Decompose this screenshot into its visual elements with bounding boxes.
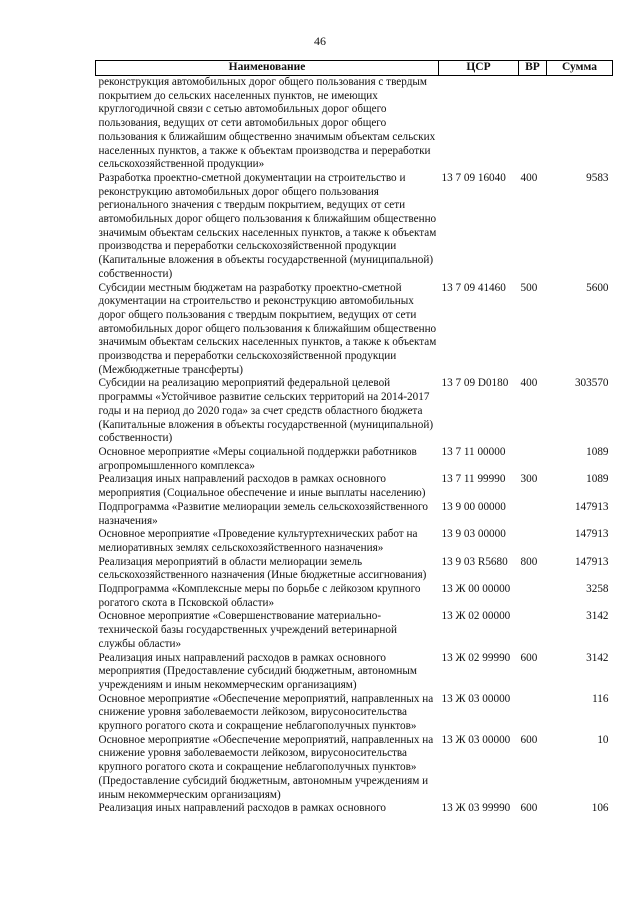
table-row	[96, 473, 613, 500]
table-row	[96, 583, 613, 610]
cell-vr	[519, 501, 547, 528]
cell-sum: 3142	[586, 651, 609, 664]
cell-csr: 13 9 03 00000	[441, 528, 506, 541]
cell-name: реконструкция автомобильных дорог общего пользования с твердым покрытием до сельских населенных пунктов, не имеющих круглогодичной связи с сетью автомобильных дорог общего пользования, ведущих от сети автомобильных дорог общего пользования к ближайшим общественно значимым объектам сельских населенных пунктов, а также к объектам производства и переработки сельскохозяйственной продукции»	[98, 76, 436, 171]
cell-vr: 600	[520, 802, 538, 815]
cell-sum: 10	[597, 733, 609, 746]
header-csr: ЦСР	[439, 61, 519, 76]
cell-sum: 1089	[586, 473, 609, 486]
cell-csr: 13 9 03 R5680	[441, 555, 508, 568]
cell-sum: 303570	[574, 377, 609, 390]
cell-vr: 400	[520, 171, 538, 184]
cell-name: Подпрограмма «Развитие мелиорации земель сельскохозяйственного назначения»	[98, 500, 428, 527]
cell-name: Субсидии местным бюджетам на разработку проектно-сметной документации на строительство и реконструкцию автомобильных дорог общего пользования с твердым покрытием, ведущих от сети автомобильных дорог общего пользования к ближайшим общественно значимым объектам сельских населенных пунктов, а также к объектам производства и переработки сельскохозяйственной продукции (Межбюджетные трансферты)	[98, 281, 437, 376]
cell-vr: 800	[520, 555, 538, 568]
cell-sum: 1089	[586, 445, 609, 458]
cell-name: Основное мероприятие «Обеспечение мероприятий, направленных на снижение уровня заболеваемости лейкозом, вирусоносительства крупного рогатого скота и сокращение неблагополучных пунктов»	[98, 692, 434, 733]
cell-vr	[519, 610, 547, 651]
cell-sum: 147913	[574, 500, 609, 513]
header-sum: Сумма	[547, 61, 613, 76]
table-row	[96, 556, 613, 583]
cell-csr: 13 7 11 99990	[441, 473, 506, 486]
cell-sum: 147913	[574, 528, 609, 541]
cell-csr: 13 Ж 03 00000	[441, 733, 511, 746]
budget-table	[95, 60, 613, 816]
cell-vr: 600	[520, 733, 538, 746]
cell-vr	[519, 528, 547, 555]
page-number: 46	[314, 34, 326, 48]
table-row	[96, 652, 613, 693]
cell-sum: 9583	[586, 171, 609, 184]
cell-csr: 13 Ж 03 00000	[441, 692, 511, 705]
cell-name: Основное мероприятие «Совершенствование материально-технической базы государственных учреждений ветеринарной службы области»	[98, 610, 397, 650]
cell-csr: 13 7 09 41460	[441, 281, 506, 294]
cell-csr: 13 7 11 00000	[441, 445, 506, 458]
table-row	[96, 610, 613, 651]
cell-vr: 300	[520, 473, 538, 486]
cell-sum: 3142	[586, 610, 609, 623]
table-row	[96, 282, 613, 378]
header-vr: ВР	[519, 61, 547, 76]
cell-name: Субсидии на реализацию мероприятий федеральной целевой программы «Устойчивое развитие сельских территорий на 2014-2017 годы и на период до 2020 года» за счет средств областного бюджета (Капитальные вложения в объекты государственной (муниципальной) собственности)	[98, 377, 434, 445]
cell-vr: 500	[520, 281, 538, 294]
cell-csr: 13 Ж 03 99990	[441, 802, 511, 815]
cell-sum: 3258	[586, 583, 609, 596]
cell-sum: 147913	[574, 555, 609, 568]
table-body	[96, 76, 613, 816]
header-name: Наименование	[96, 61, 439, 76]
cell-name: Реализация иных направлений расходов в рамках основного мероприятия (Социальное обеспечение и иные выплаты населению)	[98, 473, 426, 500]
table-row	[96, 528, 613, 555]
table-row	[96, 734, 613, 803]
cell-csr: 13 Ж 00 00000	[441, 583, 511, 596]
cell-csr: 13 9 00 00000	[441, 500, 506, 513]
cell-vr: 400	[520, 377, 538, 390]
cell-vr	[519, 446, 547, 473]
cell-csr	[439, 76, 519, 172]
cell-name: Разработка проектно-сметной документации на строительство и реконструкцию автомобильных дорог общего пользования регионального значения с твердым покрытием, ведущих от сети автомобильных дорог общего пользования к ближайшим общественно значимым объектам сельских населенных пунктов, а также к объектам производства и переработки сельскохозяйственной продукции (Капитальные вложения в объекты государственной (муниципальной) собственности)	[98, 171, 437, 280]
cell-name: Реализация иных направлений расходов в рамках основного мероприятия (Предоставление субсидий бюджетным, автономным учреждениям и иным некоммерческим организациям)	[98, 651, 417, 691]
cell-csr: 13 7 09 D0180	[441, 377, 509, 390]
table-row	[96, 377, 613, 446]
cell-sum	[547, 76, 613, 172]
cell-vr	[519, 693, 547, 734]
cell-vr	[519, 76, 547, 172]
cell-vr: 600	[520, 651, 538, 664]
table-row	[96, 693, 613, 734]
cell-sum: 106	[591, 802, 609, 815]
table-row	[96, 802, 613, 816]
cell-name: Основное мероприятие «Обеспечение мероприятий, направленных на снижение уровня заболеваемости лейкозом, вирусоносительства крупного рогатого скота и сокращение неблагополучных пунктов» (Предоставление субсидий бюджетным, автономным учреждениям и иным некоммерческим организациям)	[98, 733, 434, 801]
cell-csr: 13 Ж 02 99990	[441, 651, 511, 664]
cell-csr: 13 7 09 16040	[441, 171, 506, 184]
cell-name: Основное мероприятие «Проведение культуртехнических работ на мелиоративных землях сельскохозяйственного назначения»	[98, 528, 418, 554]
table-row	[96, 76, 613, 172]
cell-csr: 13 Ж 02 00000	[441, 610, 511, 623]
table-row	[96, 446, 613, 473]
table-header-row	[96, 61, 613, 76]
cell-sum: 116	[592, 692, 609, 705]
table-row	[96, 172, 613, 282]
cell-name: Основное мероприятие «Меры социальной поддержки работников агропромышленного комплекса»	[98, 445, 417, 472]
cell-name: Реализация мероприятий в области мелиорации земель сельскохозяйственного назначения (Иные бюджетные ассигнования)	[98, 555, 427, 582]
cell-sum: 5600	[586, 281, 609, 294]
cell-vr	[519, 583, 547, 610]
table-row	[96, 501, 613, 528]
cell-name: Реализация иных направлений расходов в рамках основного	[98, 802, 386, 815]
cell-name: Подпрограмма «Комплексные меры по борьбе с лейкозом крупного рогатого скота в Псковской области»	[98, 583, 421, 609]
